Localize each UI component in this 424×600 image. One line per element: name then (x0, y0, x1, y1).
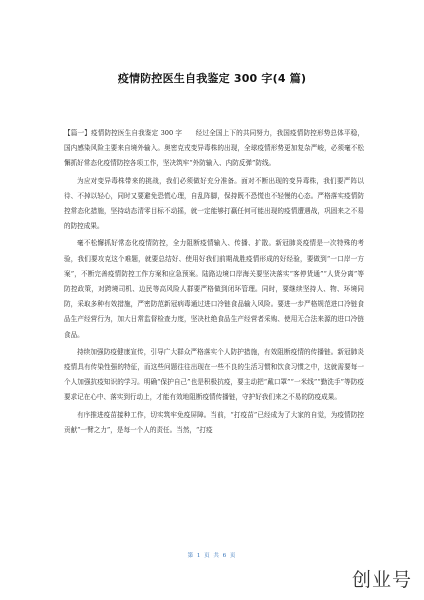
document-body (64, 126, 364, 440)
document-title: 疫情防控医生自我鉴定 300 字(4 篇) (117, 72, 307, 85)
paragraph-3: 毫不松懈抓好常态化疫情防控，全力阻断疫情输入、传播、扩散。新冠肺炎疫情是一次特殊的考验，我们要攻克这个难题，就要总结好、使用好我们前期战胜疫情形成的好经验，要做到“一口岸一方案”，不断完善疫情防控工作方案和应急预案。陆路边境口岸海关要坚决落实“客停货通”“人货分离”等防控政策，对跨境司机、边民等高风险人群要严格做到闭环管理。同时，要继续坚持人、物、环境同防，采取多种有效措施，严密防范新冠病毒通过进口冷链食品输入风险。要进一步严格规范进口冷链食品生产经营行为，加大日常监督检查力度，坚决杜绝食品生产经营者采购、使用无合法来源的进口冷链食品。 (64, 239, 364, 339)
paragraph-1: 【篇一】疫情防控医生自我鉴定 300 字 经过全国上下的共同努力，我国疫情防控形势总体平稳，国内感染风险主要来自境外输入。奥密克戎变异毒株的出现，全球疫情形势更加复杂严峻，必须毫不松懈抓好常态化疫情防控各项工作，坚决筑牢“外防输入、内防反弹”防线。 (64, 129, 364, 168)
paragraph-4: 持续加强防疫健康宣传，引导广大群众严格落实个人防护措施，有效阻断疫情的传播链。新冠肺炎疫情具有传染性强的特征，而这些问题往往出现在一些不良的生活习惯和饮食习惯之中，这就需要每一个人加强抗疫知识的学习。明确“保护自己”也是积极抗疫，要主动把“戴口罩”“一米线”“勤洗手”等防疫要求记在心中、落实到行动上，才能有效地阻断疫情传播链，守护好我们来之不易的防疫成果。 (64, 347, 364, 402)
paragraph-2: 为应对变异毒株带来的挑战，我们必须做好充分准备。面对不断出现的变异毒株，我们要严阵以待、不掉以轻心，同时又要避免恐慌心理，自乱阵脚，保持既不恐慌也不轻慢的心态。严格落实疫情防控常态化措施，坚持动态清零目标不动摇，就一定能够打赢任何可能出现的疫情遭遇战，巩固来之不易的防控成果。 (64, 176, 364, 231)
watermark-logo: 创业号 (351, 569, 412, 591)
page-number: 第 1 页 共 6 页 (187, 553, 237, 559)
paragraph-5: 有序推进疫苗接种工作，切实筑牢免疫屏障。当前，“打疫苗”已经成为了大家的自觉，为疫情防控贡献“一臂之力”，是每一个人的责任。当然，“打疫 (64, 410, 364, 434)
